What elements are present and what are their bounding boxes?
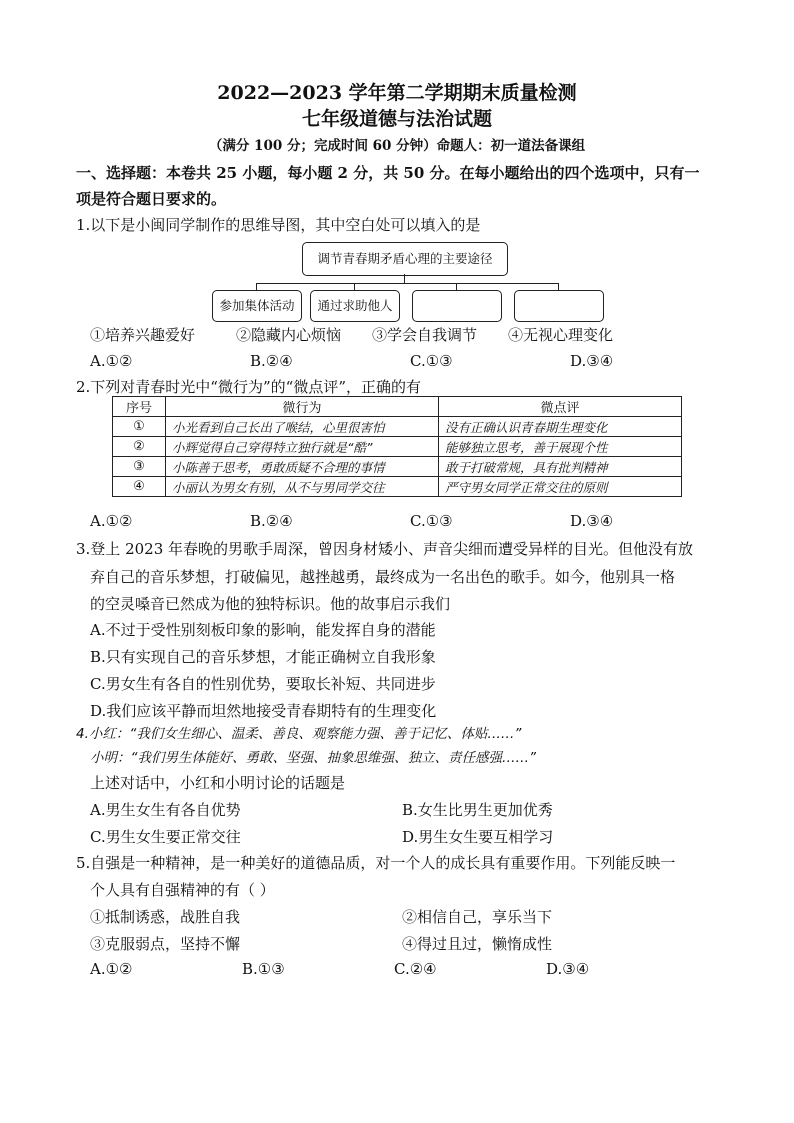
mindmap-connector <box>256 283 257 290</box>
table-cell: ① <box>113 417 166 437</box>
exam-meta: （满分 100 分；完成时间 60 分钟）命题人：初一道法备课组 <box>208 138 586 154</box>
q4-option-a[interactable]: A.男生女生有各自优势 <box>90 801 241 819</box>
table-cell: ④ <box>113 477 166 497</box>
q1-item: ③学会自我调节 <box>372 326 478 344</box>
table-row <box>113 437 682 457</box>
table-cell: 小辉觉得自己穿得特立独行就是“酷” <box>166 437 439 457</box>
q1-item: ②隐藏内心烦恼 <box>236 326 342 344</box>
q3-option-d[interactable]: D.我们应该平静而坦然地接受青春期特有的生理变化 <box>90 702 437 720</box>
q5-item: ③克服弱点，坚持不懈 <box>90 935 241 953</box>
table-cell: 小陈善于思考，勇敢质疑不合理的事情 <box>166 457 439 477</box>
q1-option-c[interactable]: C.①③ <box>410 352 453 370</box>
q3-option-a[interactable]: A.不过于受性别刻板印象的影响，能发挥自身的潜能 <box>90 621 436 639</box>
q2-stem: 2.下列对青春时光中“微行为”的“微点评”，正确的有 <box>76 378 421 396</box>
mindmap-connector <box>456 283 457 290</box>
q2-table <box>112 396 682 497</box>
q3-stem-line-3: 的空灵嗓音已然成为他的独特标识。他的故事启示我们 <box>90 595 451 613</box>
q3-stem-line-2: 弃自己的音乐梦想，打破偏见，越挫越勇，最终成为一名出色的歌手。如今，他别具一格 <box>90 568 676 586</box>
q5-option-a[interactable]: A.①② <box>90 960 133 978</box>
q1-item: ④无视心理变化 <box>508 326 614 344</box>
q1-item: ①培养兴趣爱好 <box>90 326 196 344</box>
mindmap-connector <box>256 283 558 284</box>
mindmap-child-2: 通过求助他人 <box>310 290 400 322</box>
q1-stem: 1.以下是小闽同学制作的思维导图，其中空白处可以填入的是 <box>76 216 481 234</box>
table-cell: 小丽认为男女有别，从不与男同学交往 <box>166 477 439 497</box>
q3-option-b[interactable]: B.只有实现自己的音乐梦想，才能正确树立自我形象 <box>90 648 436 666</box>
q2-option-c[interactable]: C.①③ <box>410 512 453 530</box>
table-header: 微点评 <box>439 397 682 417</box>
table-cell: ③ <box>113 457 166 477</box>
q5-item: ①抵制诱惑，战胜自我 <box>90 908 241 926</box>
q4-option-c[interactable]: C.男生女生要正常交往 <box>90 828 241 846</box>
mindmap-child-1: 参加集体活动 <box>212 290 302 322</box>
table-header: 微行为 <box>166 397 439 417</box>
mindmap-blank-1 <box>412 290 502 322</box>
q5-stem-line-1: 5.自强是一种精神，是一种美好的道德品质，对一个人的成长具有重要作用。下列能反映一 <box>76 854 676 872</box>
exam-subtitle: 七年级道德与法治试题 <box>301 108 492 130</box>
q5-option-d[interactable]: D.③④ <box>546 960 590 978</box>
mindmap-blank-2 <box>514 290 604 322</box>
exam-title: 2022—2023 学年第二学期期末质量检测 <box>217 82 577 104</box>
q1-option-d[interactable]: D.③④ <box>570 352 614 370</box>
table-cell: 严守男女同学正常交往的原则 <box>439 477 682 497</box>
table-header: 序号 <box>113 397 166 417</box>
q5-option-b[interactable]: B.①③ <box>242 960 285 978</box>
q5-stem-line-2: 个人具有自强精神的有（ ） <box>90 881 275 899</box>
table-row <box>113 417 682 437</box>
mindmap-connector <box>558 283 559 290</box>
q1-items <box>90 324 638 345</box>
q2-option-b[interactable]: B.②④ <box>250 512 293 530</box>
table-row <box>113 477 682 497</box>
mindmap-root: 调节青春期矛盾心理的主要途径 <box>302 242 508 276</box>
q4-dialog-xiaohong: 4.小红：“我们女生细心、温柔、善良、观察能力强、善于记忆、体贴……” <box>76 726 522 742</box>
q5-item: ④得过且过，懒惰成性 <box>402 935 553 953</box>
table-cell: ② <box>113 437 166 457</box>
q2-option-d[interactable]: D.③④ <box>570 512 614 530</box>
q4-dialog-xiaoming: 小明：“我们男生体能好、勇敢、坚强、抽象思维强、独立、责任感强……” <box>90 750 536 766</box>
q3-option-c[interactable]: C.男女生有各自的性别优势，要取长补短、共同进步 <box>90 675 436 693</box>
q4-option-d[interactable]: D.男生女生要互相学习 <box>402 828 554 846</box>
q4-option-b[interactable]: B.女生比男生更加优秀 <box>402 801 553 819</box>
q4-stem: 上述对话中，小红和小明讨论的话题是 <box>90 774 346 792</box>
q5-option-c[interactable]: C.②④ <box>394 960 437 978</box>
table-cell: 小光看到自己长出了喉结，心里很害怕 <box>166 417 439 437</box>
q5-options <box>90 960 666 978</box>
q1-option-b[interactable]: B.②④ <box>250 352 293 370</box>
q3-stem-line-1: 3.登上 2023 年春晚的男歌手周深，曾因身材矮小、声音尖细而遭受异样的目光。但他没有放 <box>76 540 694 558</box>
q2-option-a[interactable]: A.①② <box>90 512 133 530</box>
q2-options <box>90 512 730 530</box>
section-line-1: 一、选择题：本卷共 25 小题，每小题 2 分，共 50 分。在每小题给出的四个选项中，只有一 <box>76 164 700 182</box>
section-instructions <box>76 160 724 212</box>
mindmap-connector <box>354 283 355 290</box>
q5-item: ②相信自己，享乐当下 <box>402 908 553 926</box>
table-cell: 能够独立思考，善于展现个性 <box>439 437 682 457</box>
table-cell: 没有正确认识青春期生理变化 <box>439 417 682 437</box>
table-row <box>113 457 682 477</box>
mindmap-connector <box>404 274 405 283</box>
table-header-row <box>113 397 682 417</box>
table-cell: 敢于打破常规，具有批判精神 <box>439 457 682 477</box>
q1-options <box>90 352 730 370</box>
q1-option-a[interactable]: A.①② <box>90 352 133 370</box>
section-line-2: 项是符合题日要求的。 <box>76 190 227 208</box>
